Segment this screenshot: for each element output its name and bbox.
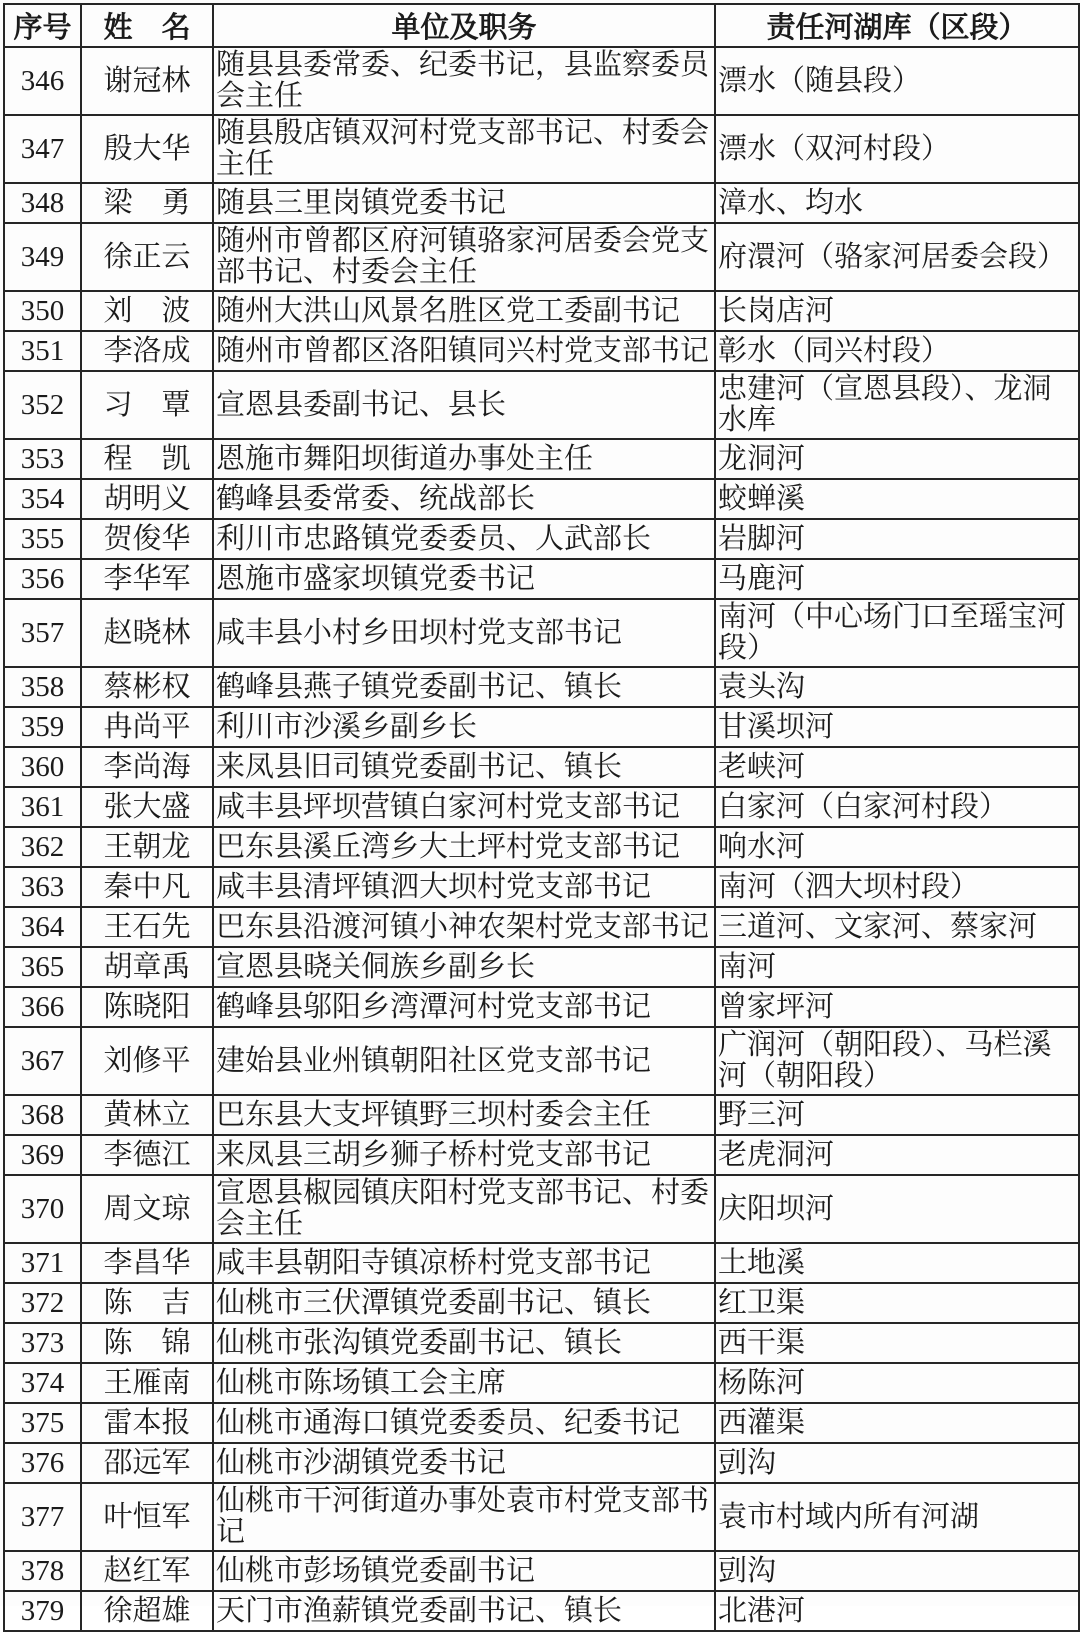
cell-serial: 356 xyxy=(4,559,81,599)
cell-river: 蛟蝉溪 xyxy=(715,479,1079,519)
cell-unit: 随州市曾都区府河镇骆家河居委会党支部书记、村委会主任 xyxy=(213,223,715,291)
cell-name: 周文琼 xyxy=(81,1175,213,1243)
table-row xyxy=(4,479,1079,519)
cell-unit: 随州大洪山风景名胜区党工委副书记 xyxy=(213,291,715,331)
cell-river: 袁市村域内所有河湖 xyxy=(715,1483,1079,1551)
cell-name: 邵远军 xyxy=(81,1443,213,1483)
cell-unit: 来凤县三胡乡狮子桥村党支部书记 xyxy=(213,1135,715,1175)
column-header-river: 责任河湖库（区段） xyxy=(715,4,1079,47)
cell-name: 李华军 xyxy=(81,559,213,599)
cell-river: 南河 xyxy=(715,947,1079,987)
cell-serial: 359 xyxy=(4,707,81,747)
table-row xyxy=(4,519,1079,559)
cell-name: 赵红军 xyxy=(81,1551,213,1591)
cell-river: 南河（中心场门口至瑶宝河段） xyxy=(715,599,1079,667)
cell-unit: 恩施市盛家坝镇党委书记 xyxy=(213,559,715,599)
cell-unit: 巴东县大支坪镇野三坝村委会主任 xyxy=(213,1095,715,1135)
cell-name: 刘 波 xyxy=(81,291,213,331)
cell-unit: 仙桃市三伏潭镇党委副书记、镇长 xyxy=(213,1283,715,1323)
cell-river: 袁头沟 xyxy=(715,667,1079,707)
cell-name: 冉尚平 xyxy=(81,707,213,747)
cell-river: 土地溪 xyxy=(715,1243,1079,1283)
cell-name: 贺俊华 xyxy=(81,519,213,559)
cell-river: 白家河（白家河村段） xyxy=(715,787,1079,827)
cell-name: 刘修平 xyxy=(81,1027,213,1095)
table-row xyxy=(4,1283,1079,1323)
table-row xyxy=(4,1551,1079,1591)
cell-name: 王朝龙 xyxy=(81,827,213,867)
cell-name: 叶恒军 xyxy=(81,1483,213,1551)
column-header-name: 姓 名 xyxy=(81,4,213,47)
cell-name: 习 覃 xyxy=(81,371,213,439)
cell-serial: 355 xyxy=(4,519,81,559)
cell-name: 徐正云 xyxy=(81,223,213,291)
table-row xyxy=(4,1443,1079,1483)
cell-river: 岩脚河 xyxy=(715,519,1079,559)
table-row xyxy=(4,947,1079,987)
cell-name: 黄林立 xyxy=(81,1095,213,1135)
table-header xyxy=(4,4,1079,47)
cell-serial: 373 xyxy=(4,1323,81,1363)
cell-serial: 361 xyxy=(4,787,81,827)
cell-river: 红卫渠 xyxy=(715,1283,1079,1323)
cell-name: 胡明义 xyxy=(81,479,213,519)
cell-name: 张大盛 xyxy=(81,787,213,827)
cell-unit: 仙桃市干河街道办事处袁市村党支部书记 xyxy=(213,1483,715,1551)
cell-river: 北港河 xyxy=(715,1591,1079,1631)
table-row xyxy=(4,987,1079,1027)
cell-river: 老虎洞河 xyxy=(715,1135,1079,1175)
cell-unit: 宣恩县椒园镇庆阳村党支部书记、村委会主任 xyxy=(213,1175,715,1243)
table-row xyxy=(4,183,1079,223)
table-row xyxy=(4,47,1079,115)
cell-river: 漂水（随县段） xyxy=(715,47,1079,115)
cell-unit: 仙桃市沙湖镇党委书记 xyxy=(213,1443,715,1483)
table-row xyxy=(4,1403,1079,1443)
cell-unit: 随县三里岗镇党委书记 xyxy=(213,183,715,223)
cell-river: 西干渠 xyxy=(715,1323,1079,1363)
cell-name: 李洛成 xyxy=(81,331,213,371)
table-row xyxy=(4,787,1079,827)
cell-river: 彰水（同兴村段） xyxy=(715,331,1079,371)
cell-unit: 恩施市舞阳坝街道办事处主任 xyxy=(213,439,715,479)
cell-river: 曾家坪河 xyxy=(715,987,1079,1027)
cell-serial: 375 xyxy=(4,1403,81,1443)
cell-serial: 376 xyxy=(4,1443,81,1483)
table-row xyxy=(4,667,1079,707)
cell-river: 庆阳坝河 xyxy=(715,1175,1079,1243)
cell-name: 陈 吉 xyxy=(81,1283,213,1323)
cell-name: 秦中凡 xyxy=(81,867,213,907)
table-row xyxy=(4,223,1079,291)
cell-unit: 宣恩县晓关侗族乡副乡长 xyxy=(213,947,715,987)
cell-river: 南河（泗大坝村段） xyxy=(715,867,1079,907)
cell-unit: 咸丰县小村乡田坝村党支部书记 xyxy=(213,599,715,667)
cell-river: 马鹿河 xyxy=(715,559,1079,599)
cell-serial: 363 xyxy=(4,867,81,907)
cell-serial: 348 xyxy=(4,183,81,223)
cell-unit: 宣恩县委副书记、县长 xyxy=(213,371,715,439)
cell-serial: 371 xyxy=(4,1243,81,1283)
cell-serial: 366 xyxy=(4,987,81,1027)
table-row xyxy=(4,867,1079,907)
cell-serial: 370 xyxy=(4,1175,81,1243)
table-row xyxy=(4,707,1079,747)
cell-name: 徐超雄 xyxy=(81,1591,213,1631)
cell-serial: 357 xyxy=(4,599,81,667)
table-row xyxy=(4,1363,1079,1403)
cell-river: 三道河、文家河、蔡家河 xyxy=(715,907,1079,947)
table-row xyxy=(4,291,1079,331)
table-row xyxy=(4,331,1079,371)
cell-serial: 353 xyxy=(4,439,81,479)
cell-serial: 378 xyxy=(4,1551,81,1591)
cell-name: 王雁南 xyxy=(81,1363,213,1403)
cell-unit: 巴东县溪丘湾乡大土坪村党支部书记 xyxy=(213,827,715,867)
cell-river: 野三河 xyxy=(715,1095,1079,1135)
cell-serial: 379 xyxy=(4,1591,81,1631)
table-row xyxy=(4,599,1079,667)
table-row xyxy=(4,115,1079,183)
cell-name: 梁 勇 xyxy=(81,183,213,223)
cell-river: 漳水、均水 xyxy=(715,183,1079,223)
cell-serial: 354 xyxy=(4,479,81,519)
table-row xyxy=(4,1243,1079,1283)
table-row xyxy=(4,439,1079,479)
cell-name: 谢冠林 xyxy=(81,47,213,115)
cell-serial: 372 xyxy=(4,1283,81,1323)
cell-unit: 鹤峰县燕子镇党委副书记、镇长 xyxy=(213,667,715,707)
cell-unit: 咸丰县坪坝营镇白家河村党支部书记 xyxy=(213,787,715,827)
cell-unit: 利川市沙溪乡副乡长 xyxy=(213,707,715,747)
cell-name: 陈 锦 xyxy=(81,1323,213,1363)
cell-river: 龙洞河 xyxy=(715,439,1079,479)
cell-name: 程 凯 xyxy=(81,439,213,479)
cell-serial: 377 xyxy=(4,1483,81,1551)
cell-river: 剅沟 xyxy=(715,1551,1079,1591)
cell-name: 李德江 xyxy=(81,1135,213,1175)
cell-name: 殷大华 xyxy=(81,115,213,183)
table-row xyxy=(4,1483,1079,1551)
table-row xyxy=(4,1175,1079,1243)
cell-name: 蔡彬权 xyxy=(81,667,213,707)
cell-unit: 仙桃市张沟镇党委副书记、镇长 xyxy=(213,1323,715,1363)
header-row xyxy=(4,4,1079,47)
table-row xyxy=(4,827,1079,867)
cell-serial: 350 xyxy=(4,291,81,331)
cell-river: 漂水（双河村段） xyxy=(715,115,1079,183)
table-row xyxy=(4,559,1079,599)
cell-serial: 351 xyxy=(4,331,81,371)
cell-unit: 鹤峰县邬阳乡湾潭河村党支部书记 xyxy=(213,987,715,1027)
table-row xyxy=(4,371,1079,439)
cell-river: 杨陈河 xyxy=(715,1363,1079,1403)
cell-unit: 鹤峰县委常委、统战部长 xyxy=(213,479,715,519)
cell-name: 李尚海 xyxy=(81,747,213,787)
cell-unit: 仙桃市通海口镇党委委员、纪委书记 xyxy=(213,1403,715,1443)
cell-unit: 巴东县沿渡河镇小神农架村党支部书记 xyxy=(213,907,715,947)
cell-serial: 362 xyxy=(4,827,81,867)
cell-serial: 368 xyxy=(4,1095,81,1135)
cell-serial: 365 xyxy=(4,947,81,987)
table-row xyxy=(4,907,1079,947)
cell-serial: 374 xyxy=(4,1363,81,1403)
cell-river: 甘溪坝河 xyxy=(715,707,1079,747)
cell-unit: 随县殷店镇双河村党支部书记、村委会主任 xyxy=(213,115,715,183)
cell-river: 响水河 xyxy=(715,827,1079,867)
cell-name: 李昌华 xyxy=(81,1243,213,1283)
column-header-unit: 单位及职务 xyxy=(213,4,715,47)
table-row xyxy=(4,1135,1079,1175)
cell-river: 老峡河 xyxy=(715,747,1079,787)
table-body xyxy=(4,47,1079,1631)
column-header-serial: 序号 xyxy=(4,4,81,47)
cell-river: 忠建河（宣恩县段）、龙洞水库 xyxy=(715,371,1079,439)
river-chief-roster-table xyxy=(3,3,1080,1632)
cell-serial: 360 xyxy=(4,747,81,787)
cell-unit: 咸丰县清坪镇泗大坝村党支部书记 xyxy=(213,867,715,907)
cell-serial: 349 xyxy=(4,223,81,291)
cell-name: 赵晓林 xyxy=(81,599,213,667)
cell-serial: 358 xyxy=(4,667,81,707)
cell-river: 府澴河（骆家河居委会段） xyxy=(715,223,1079,291)
cell-name: 雷本报 xyxy=(81,1403,213,1443)
cell-unit: 利川市忠路镇党委委员、人武部长 xyxy=(213,519,715,559)
cell-unit: 随州市曾都区洛阳镇同兴村党支部书记 xyxy=(213,331,715,371)
cell-serial: 347 xyxy=(4,115,81,183)
cell-serial: 369 xyxy=(4,1135,81,1175)
cell-unit: 建始县业州镇朝阳社区党支部书记 xyxy=(213,1027,715,1095)
table-row xyxy=(4,747,1079,787)
cell-serial: 346 xyxy=(4,47,81,115)
cell-serial: 367 xyxy=(4,1027,81,1095)
table-row xyxy=(4,1027,1079,1095)
cell-unit: 来凤县旧司镇党委副书记、镇长 xyxy=(213,747,715,787)
cell-river: 长岗店河 xyxy=(715,291,1079,331)
cell-river: 西灌渠 xyxy=(715,1403,1079,1443)
table-row xyxy=(4,1095,1079,1135)
cell-unit: 随县县委常委、纪委书记，县监察委员会主任 xyxy=(213,47,715,115)
table-row xyxy=(4,1323,1079,1363)
cell-serial: 364 xyxy=(4,907,81,947)
cell-serial: 352 xyxy=(4,371,81,439)
cell-unit: 天门市渔薪镇党委副书记、镇长 xyxy=(213,1591,715,1631)
cell-river: 剅沟 xyxy=(715,1443,1079,1483)
cell-unit: 仙桃市陈场镇工会主席 xyxy=(213,1363,715,1403)
cell-river: 广润河（朝阳段）、马栏溪河（朝阳段） xyxy=(715,1027,1079,1095)
cell-unit: 仙桃市彭场镇党委副书记 xyxy=(213,1551,715,1591)
cell-unit: 咸丰县朝阳寺镇凉桥村党支部书记 xyxy=(213,1243,715,1283)
cell-name: 王石先 xyxy=(81,907,213,947)
cell-name: 陈晓阳 xyxy=(81,987,213,1027)
table-row xyxy=(4,1591,1079,1631)
cell-name: 胡章禹 xyxy=(81,947,213,987)
